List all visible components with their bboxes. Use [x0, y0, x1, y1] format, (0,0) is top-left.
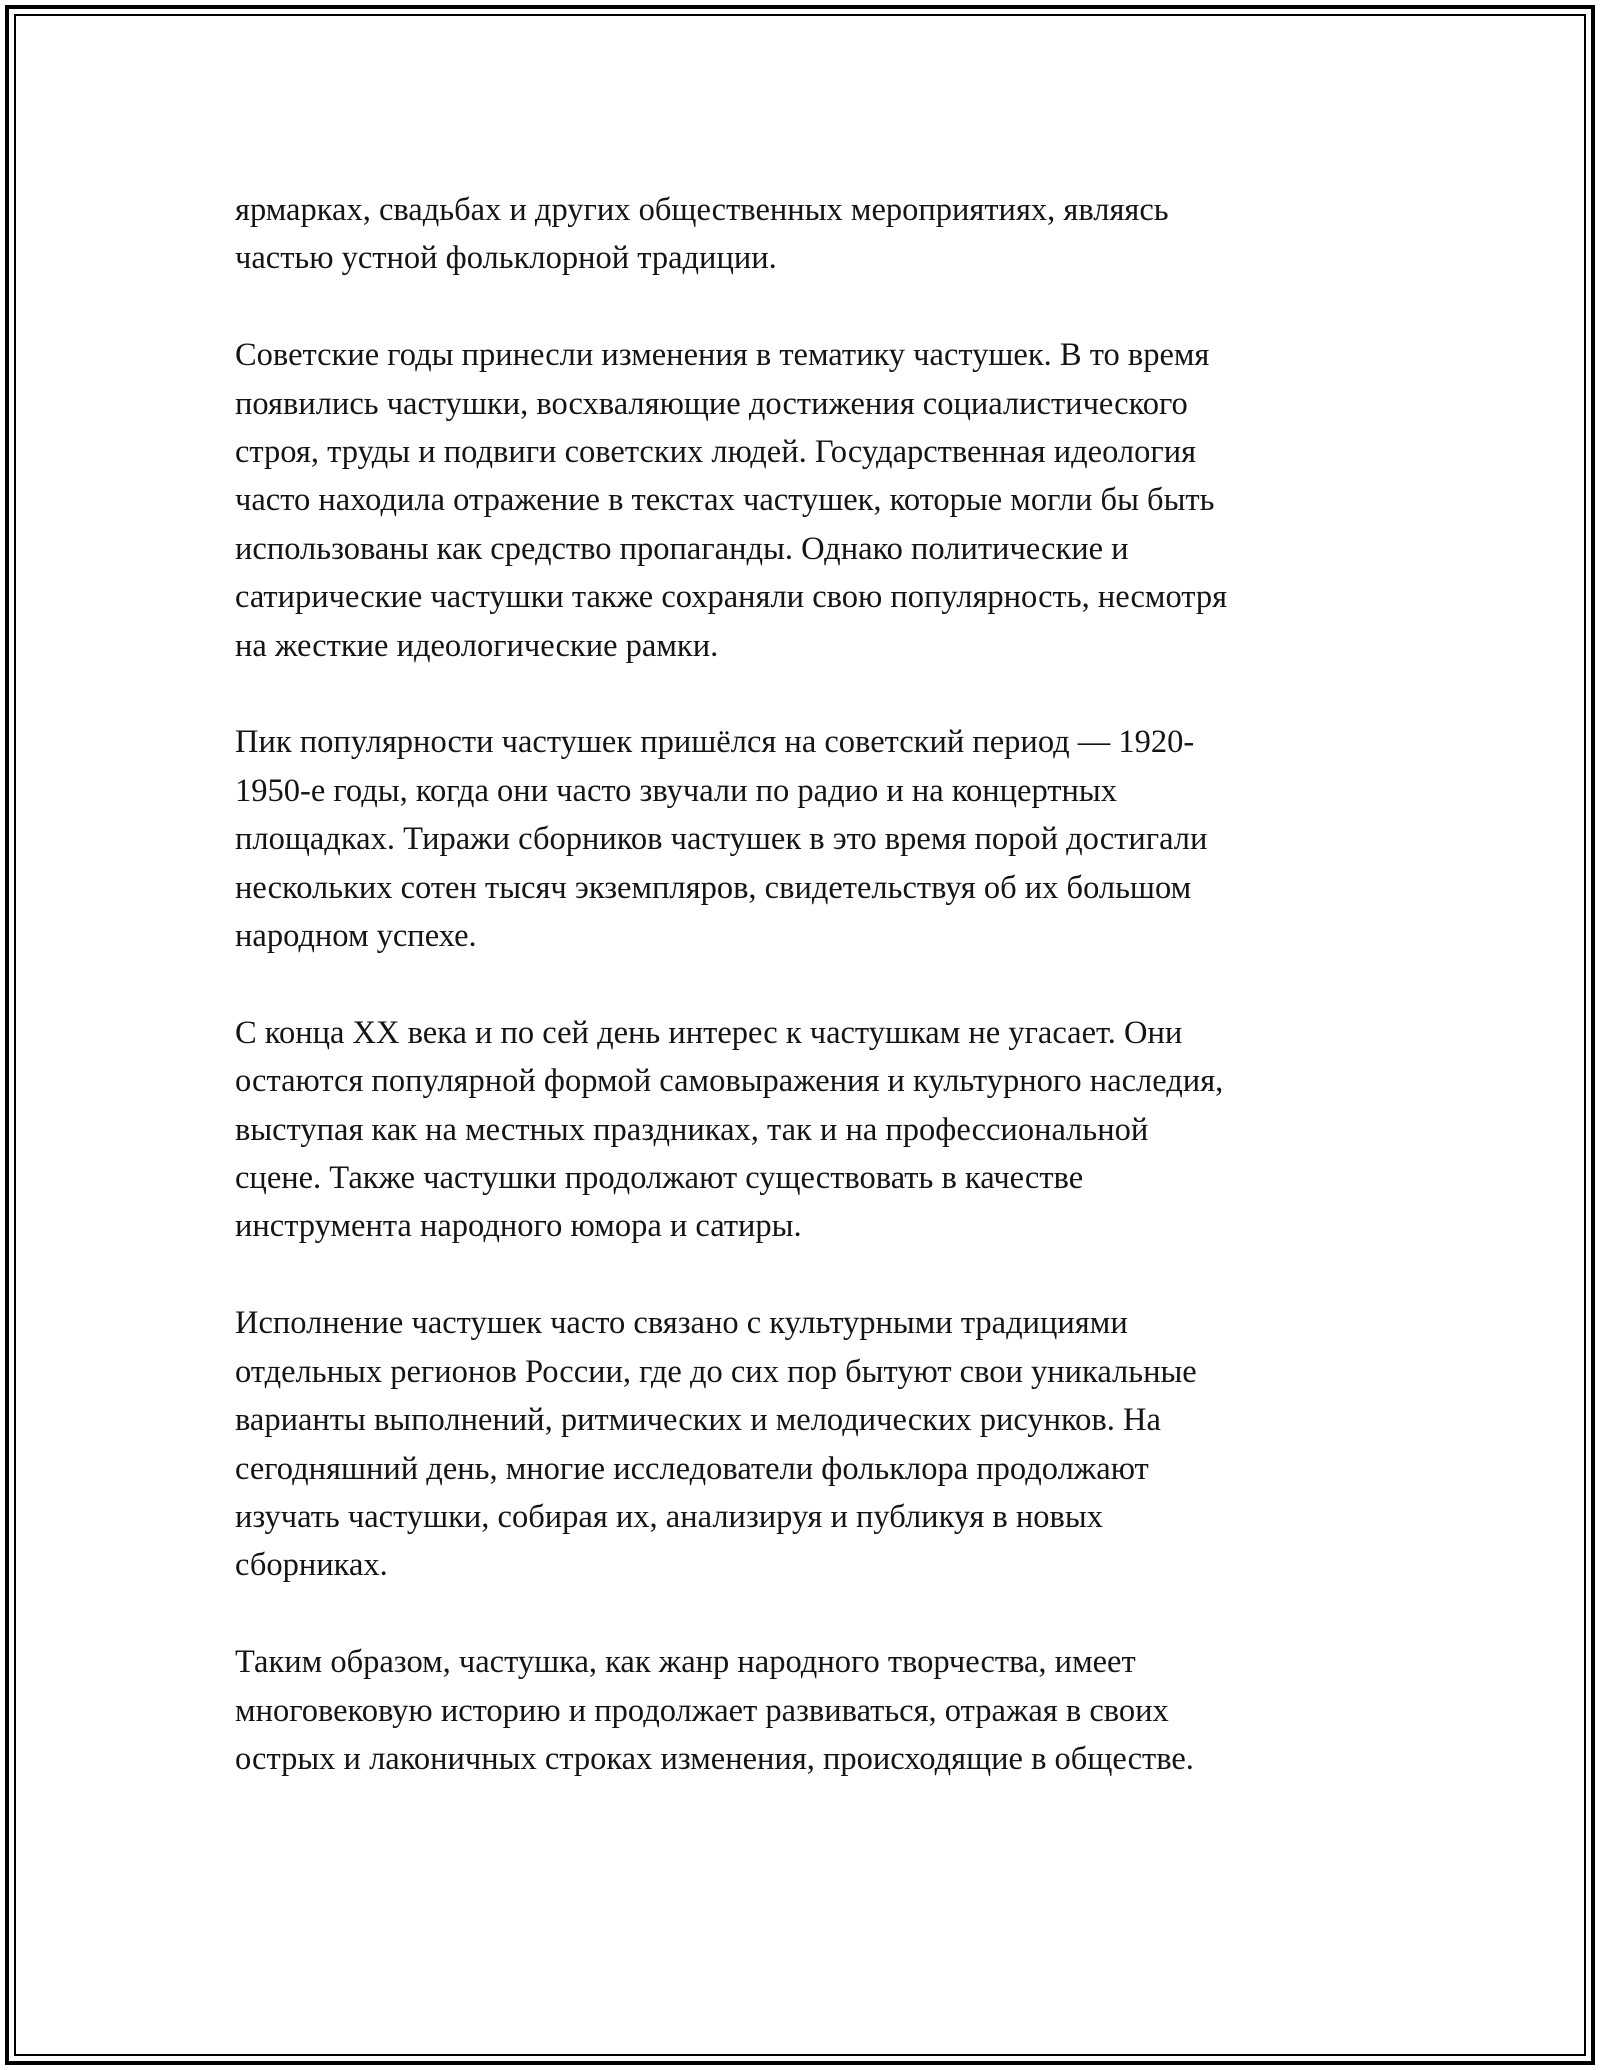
text-line: 1950-е годы, когда они часто звучали по радио и на концертных [235, 772, 1117, 809]
paragraph [235, 1299, 1375, 1589]
document-body [235, 186, 1375, 1783]
text-line: Исполнение частушек часто связано с культурными традициями [235, 1305, 1128, 1342]
text-line: Советские годы принесли изменения в тематику частушек. В то время [235, 337, 1210, 374]
text-line: сборниках. [235, 1547, 388, 1584]
paragraph [235, 331, 1375, 670]
text-line: остаются популярной формой самовыражения и культурного наследия, [235, 1063, 1224, 1100]
text-line: площадках. Тиражи сборников частушек в это время порой достигали [235, 821, 1208, 858]
text-line: выступая как на местных праздниках, так и на профессиональной [235, 1111, 1149, 1148]
text-line: Таким образом, частушка, как жанр народного творчества, имеет [235, 1644, 1136, 1681]
text-line: ярмарках, свадьбах и других общественных мероприятиях, являясь [235, 192, 1169, 228]
paragraph [235, 1009, 1375, 1251]
text-line: появились частушки, восхваляющие достижения социалистического [235, 385, 1188, 422]
text-line: на жесткие идеологические рамки. [235, 627, 719, 664]
text-line: отдельных регионов России, где до сих пор бытуют свои уникальные [235, 1353, 1197, 1390]
paragraph [235, 718, 1375, 960]
text-line: нескольких сотен тысяч экземпляров, свидетельствуя об их большом [235, 869, 1192, 906]
paragraph [235, 1638, 1375, 1783]
paragraph [235, 186, 1375, 283]
text-line: народном успехе. [235, 918, 477, 955]
text-line: острых и лаконичных строках изменения, происходящие в обществе. [235, 1740, 1194, 1777]
text-line: строя, труды и подвиги советских людей. Государственная идеология [235, 434, 1197, 471]
text-line: варианты выполнений, ритмических и мелодических рисунков. На [235, 1402, 1161, 1439]
text-line: часто находила отражение в текстах частушек, которые могли бы быть [235, 482, 1215, 519]
text-line: инструмента народного юмора и сатиры. [235, 1208, 802, 1245]
text-line: сегодняшний день, многие исследователи фольклора продолжают [235, 1450, 1149, 1487]
text-line: частью устной фольклорной традиции. [235, 240, 777, 277]
text-line: использованы как средство пропаганды. Однако политические и [235, 530, 1129, 567]
text-line: сатирические частушки также сохраняли свою популярность, несмотря [235, 579, 1228, 616]
text-line: Пик популярности частушек пришёлся на советский период — 1920- [235, 724, 1195, 761]
text-line: С конца XX века и по сей день интерес к частушкам не угасает. Они [235, 1014, 1183, 1051]
text-line: многовековую историю и продолжает развиваться, отражая в своих [235, 1692, 1169, 1729]
text-line: сцене. Также частушки продолжают существовать в качестве [235, 1160, 1084, 1197]
text-line: изучать частушки, собирая их, анализируя и публикуя в новых [235, 1498, 1103, 1535]
